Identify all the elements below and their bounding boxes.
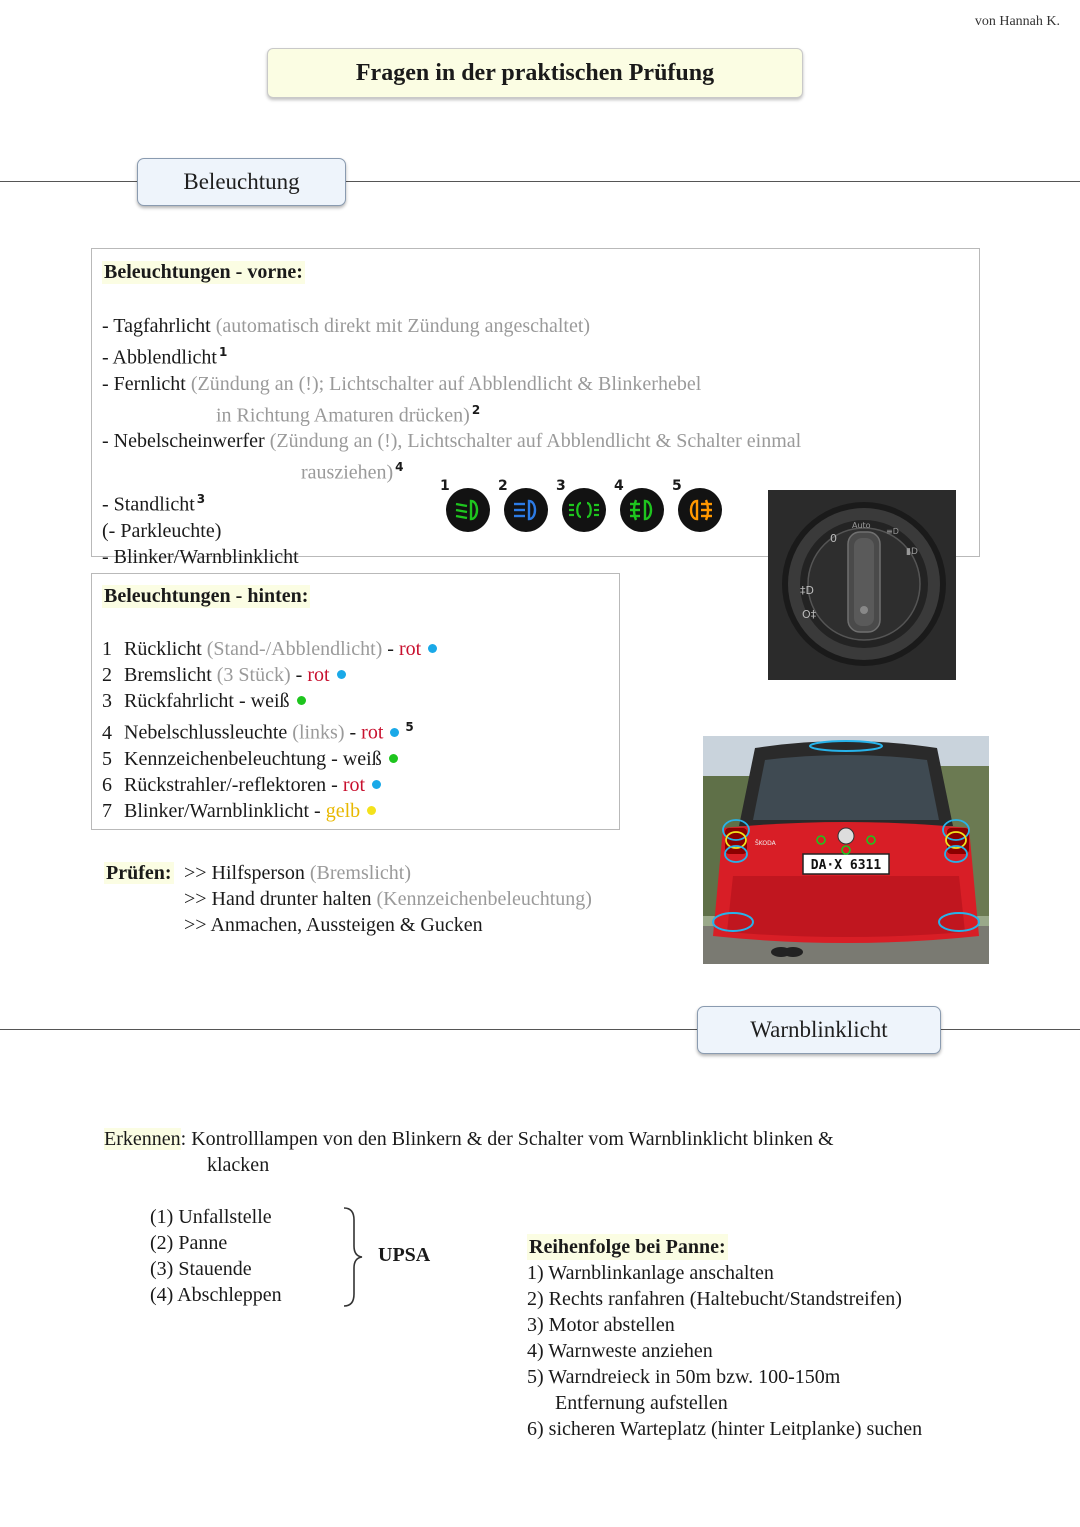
light-indicator-icons [440, 478, 730, 538]
svg-text:‡D: ‡D [800, 584, 814, 597]
list-item: (- Parkleuchte) [102, 519, 222, 542]
divider-right [941, 1029, 1080, 1030]
high-beam-icon: 2 [498, 478, 544, 538]
list-item: 6) sicheren Warteplatz (hinter Leitplanke) suchen [527, 1418, 923, 1440]
breakdown-title: Reihenfolge bei Panne: [529, 1236, 726, 1258]
divider-left [0, 181, 137, 182]
upsa-label: UPSA [378, 1244, 431, 1266]
low-beam-icon: 1 [440, 478, 486, 538]
list-item: 2) Rechts ranfahren (Haltebucht/Standstreifen) [527, 1288, 902, 1310]
list-item: (1) Unfallstelle [150, 1206, 272, 1228]
list-item: 4 Nebelschlussleuchte (links) - rot $^5$ [102, 720, 414, 744]
list-item: rausziehen) $^4$ [301, 460, 404, 484]
light-switch-photo [768, 490, 956, 680]
rear-lights-box [91, 573, 620, 830]
svg-text:≡D: ≡D [886, 527, 899, 536]
curly-brace [340, 1206, 364, 1308]
svg-text:▮D: ▮D [906, 547, 918, 557]
rear-lights-title: Beleuchtungen - hinten: [104, 585, 309, 607]
list-item: >> Hand drunter halten (Kennzeichenbeleuchtung) [184, 888, 592, 910]
list-item: >> Hilfsperson (Bremslicht) [184, 862, 411, 884]
list-item: 3 Rückfahrlicht - weiß [102, 688, 437, 714]
list-item: - Nebelscheinwerfer (Zündung an (!), Lichtschalter auf Abblendlicht & Schalter einmal [102, 430, 802, 453]
parking-light-icon: 3 [556, 478, 602, 538]
list-item: 2 Bremslicht (3 Stück) - rot [102, 662, 437, 688]
recognize-text: Erkennen: Kontrolllampen von den Blinkern & der Schalter vom Warnblinklicht blinken & klacken [104, 1128, 834, 1176]
upsa-list [150, 1204, 282, 1308]
list-item: - Standlicht $^3$ [102, 491, 206, 516]
rear-fog-light-icon: 5 [672, 478, 718, 538]
front-lights-title: Beleuchtungen - vorne: [104, 261, 303, 283]
list-item: (4) Abschleppen [150, 1284, 282, 1306]
list-item: 1) Warnblinkanlage anschalten [527, 1262, 774, 1284]
list-item: - Tagfahrlicht (automatisch direkt mit Zündung angeschaltet) [102, 315, 591, 337]
section-tab-warnblinklicht: Warnblinklicht [697, 1006, 941, 1054]
list-item: Entfernung aufstellen [555, 1392, 728, 1414]
list-item: - Blinker/Warnblinklicht [102, 545, 299, 568]
divider-right [346, 181, 1080, 182]
list-item: - Abblendlicht $^1$ [102, 345, 228, 369]
list-item: - Fernlicht (Zündung an (!); Lichtschalter auf Abblendlicht & Blinkerhebel [102, 372, 702, 395]
list-item: (2) Panne [150, 1232, 228, 1254]
breakdown-steps [527, 1234, 922, 1442]
list-item: 1 Rücklicht (Stand-/Abblendlicht) - rot [102, 636, 437, 662]
svg-text:0: 0 [830, 532, 837, 545]
svg-text:Auto: Auto [852, 521, 871, 530]
page-title: Fragen in der praktischen Prüfung [267, 48, 803, 98]
list-item: 7 Blinker/Warnblinklicht - gelb [102, 798, 437, 824]
list-item: 5 Kennzeichenbeleuchtung - weiß [102, 746, 437, 772]
check-label: Prüfen: [106, 862, 172, 884]
list-item: 6 Rückstrahler/-reflektoren - rot [102, 772, 437, 798]
list-item: 4) Warnweste anziehen [527, 1340, 713, 1362]
svg-text:O‡: O‡ [802, 608, 817, 621]
rear-lights-list [102, 636, 437, 824]
list-item: (3) Stauende [150, 1258, 252, 1280]
list-item: 5) Warndreieck in 50m bzw. 100-150m [527, 1366, 841, 1388]
list-item: >> Anmachen, Aussteigen & Gucken [184, 914, 483, 936]
divider-left [0, 1029, 697, 1030]
front-fog-light-icon: 4 [614, 478, 660, 538]
car-rear-photo [703, 736, 989, 964]
section-tab-beleuchtung: Beleuchtung [137, 158, 346, 206]
svg-text:ŠKODA: ŠKODA [755, 840, 776, 847]
list-item: 3) Motor abstellen [527, 1314, 675, 1336]
svg-text:DA·X 6311: DA·X 6311 [810, 858, 882, 873]
list-item: in Richtung Amaturen drücken) $^2$ [216, 402, 481, 427]
author-note: von Hannah K. [974, 14, 1060, 29]
